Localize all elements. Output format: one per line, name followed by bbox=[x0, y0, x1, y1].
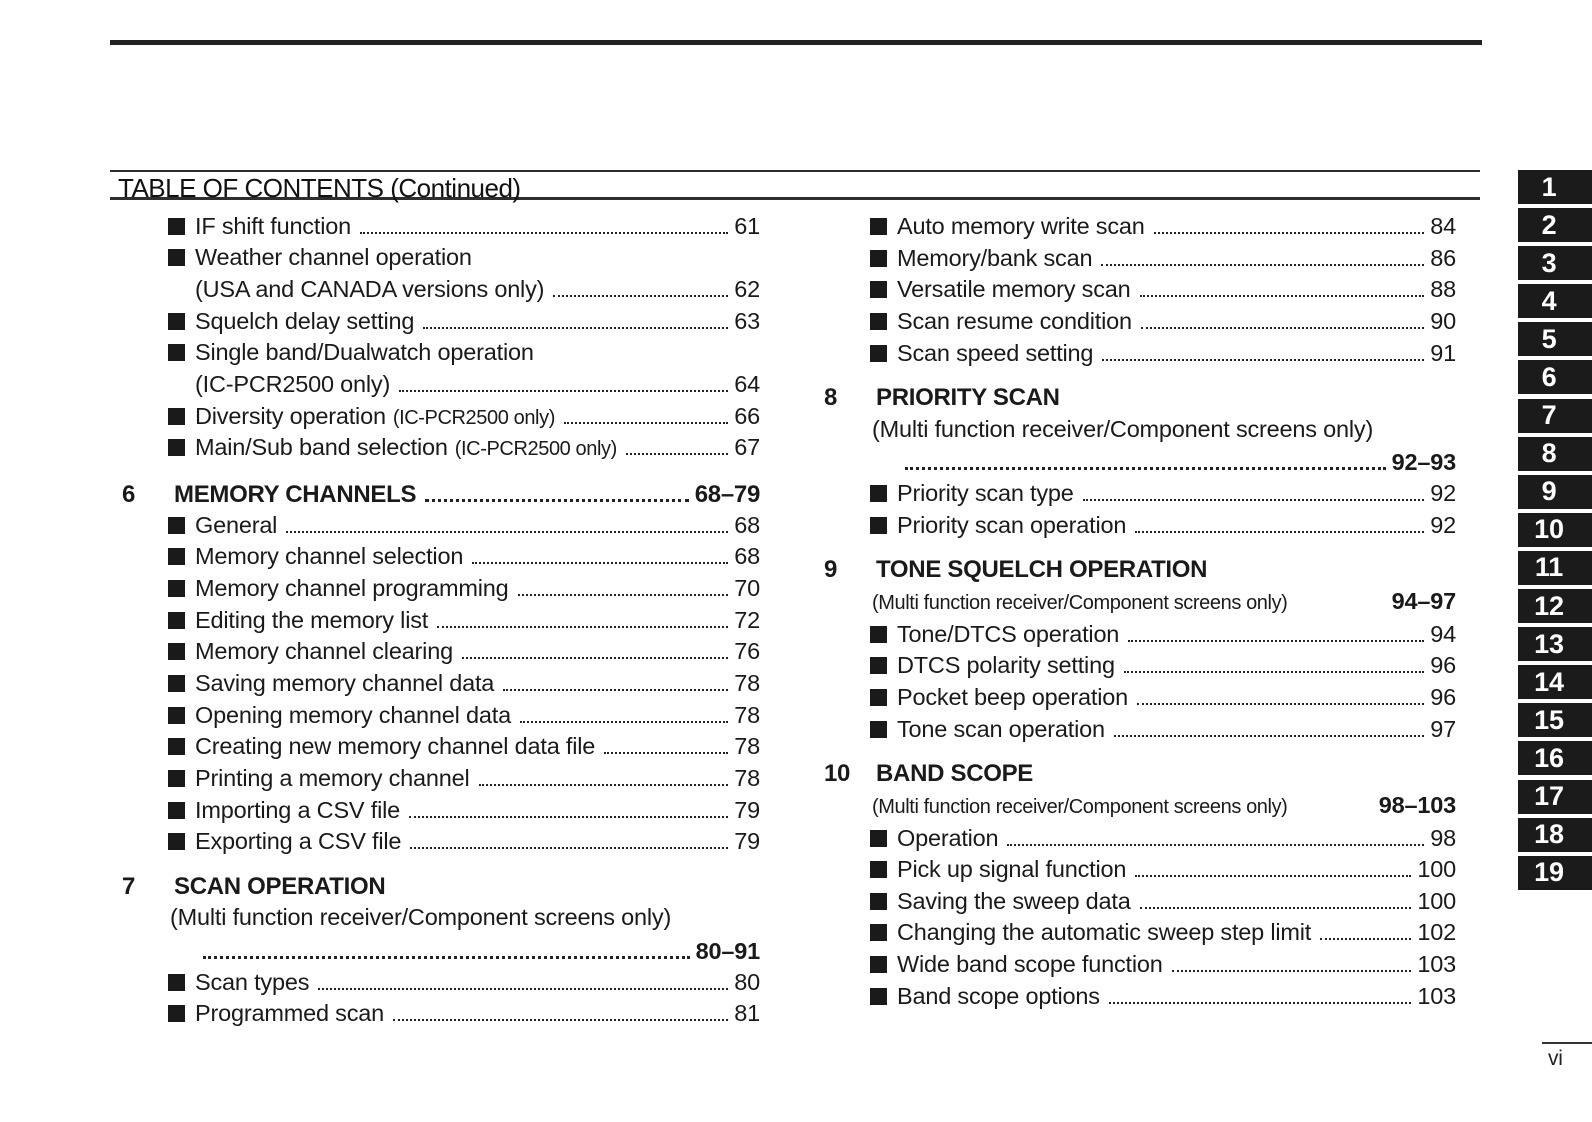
entry-label: Weather channel operation bbox=[195, 243, 472, 270]
bullet-square-icon bbox=[168, 249, 185, 266]
section-number: 9 bbox=[824, 556, 838, 584]
toc-entry bbox=[824, 683, 1456, 715]
section-title: SCAN OPERATION bbox=[174, 872, 386, 900]
page-number: 91 bbox=[1430, 339, 1456, 366]
dot-leader bbox=[1172, 950, 1412, 972]
entry-continuation: (USA and CANADA versions only) bbox=[195, 276, 545, 303]
dot-leader bbox=[1137, 683, 1424, 705]
dot-leader bbox=[520, 701, 728, 723]
dot-leader bbox=[1101, 244, 1424, 266]
dot-leader bbox=[393, 999, 728, 1021]
toc-entry bbox=[824, 244, 1456, 276]
side-tab-12: 12 bbox=[1518, 589, 1592, 623]
entry-label: Changing the automatic sweep step limit bbox=[897, 919, 1312, 946]
dot-leader bbox=[425, 479, 689, 502]
bullet-square-icon bbox=[168, 974, 185, 991]
toc-entry bbox=[824, 824, 1456, 856]
page-number: 92 bbox=[1430, 480, 1456, 507]
toc-section bbox=[824, 384, 1456, 416]
dot-leader bbox=[1109, 982, 1412, 1004]
dot-leader bbox=[1320, 918, 1411, 940]
side-tab-2: 2 bbox=[1518, 208, 1592, 242]
page-number: 90 bbox=[1430, 307, 1456, 334]
side-tab-3: 3 bbox=[1518, 246, 1592, 280]
side-tab-11: 11 bbox=[1518, 551, 1592, 585]
toc-section bbox=[824, 760, 1456, 792]
dot-leader bbox=[286, 511, 728, 533]
bullet-square-icon bbox=[168, 408, 185, 425]
page-number: 62 bbox=[734, 276, 760, 303]
bullet-square-icon bbox=[168, 770, 185, 787]
bullet-square-icon bbox=[168, 517, 185, 534]
bullet-square-icon bbox=[168, 580, 185, 597]
dot-leader bbox=[1135, 511, 1424, 533]
toc-entry bbox=[824, 588, 1456, 620]
page-number: 61 bbox=[734, 213, 760, 239]
page-range: 94–97 bbox=[1391, 588, 1456, 615]
toc-entry bbox=[122, 999, 760, 1031]
toc-right-column bbox=[824, 212, 1456, 1013]
page-number: 76 bbox=[734, 638, 760, 665]
page-range: 92–93 bbox=[1391, 449, 1456, 476]
dot-leader bbox=[1141, 307, 1424, 329]
page-number: 100 bbox=[1417, 856, 1456, 883]
page-number: 64 bbox=[734, 371, 760, 398]
toc-entry bbox=[122, 402, 760, 434]
page-number: 80 bbox=[734, 968, 760, 995]
page-number: 97 bbox=[1430, 715, 1456, 742]
toc-entry bbox=[122, 433, 760, 465]
toc-entry bbox=[122, 606, 760, 638]
entry-label: IF shift function bbox=[195, 213, 351, 239]
page-range: 80–91 bbox=[695, 938, 760, 965]
page-number: 68–79 bbox=[694, 481, 760, 509]
dot-leader bbox=[1135, 855, 1411, 877]
section-title: MEMORY CHANNELS bbox=[174, 481, 417, 509]
toc-entry bbox=[122, 936, 760, 968]
entry-label: Editing the memory list bbox=[195, 606, 429, 633]
footer-page-number: vi bbox=[1548, 1047, 1563, 1070]
bullet-square-icon bbox=[870, 893, 887, 910]
toc-entry bbox=[824, 447, 1456, 479]
side-tab-17: 17 bbox=[1518, 780, 1592, 814]
bullet-square-icon bbox=[168, 344, 185, 361]
page-number: 96 bbox=[1430, 683, 1456, 710]
section-note: (Multi function receiver/Component screens only) bbox=[872, 795, 1288, 818]
entry-label: Opening memory channel data bbox=[195, 701, 511, 728]
dot-leader bbox=[518, 574, 729, 596]
entry-label: Scan resume condition bbox=[897, 307, 1132, 334]
side-tab-8: 8 bbox=[1518, 437, 1592, 471]
dot-leader bbox=[1140, 887, 1412, 909]
bullet-square-icon bbox=[870, 345, 887, 362]
toc-section bbox=[122, 479, 760, 511]
entry-label: Tone/DTCS operation bbox=[897, 620, 1120, 647]
side-tab-13: 13 bbox=[1518, 627, 1592, 661]
toc-entry bbox=[122, 370, 760, 402]
section-number: 6 bbox=[122, 481, 136, 509]
section-title: BAND SCOPE bbox=[876, 760, 1034, 788]
toc-entry bbox=[824, 792, 1456, 824]
page-number: 81 bbox=[734, 1000, 760, 1027]
side-tab-9: 9 bbox=[1518, 475, 1592, 509]
page-number: 70 bbox=[734, 575, 760, 602]
side-tab-5: 5 bbox=[1518, 322, 1592, 356]
dot-leader bbox=[409, 796, 728, 818]
dot-leader bbox=[1083, 479, 1425, 501]
side-tab-index bbox=[1518, 170, 1592, 894]
side-tab-4: 4 bbox=[1518, 284, 1592, 318]
entry-label: Saving the sweep data bbox=[897, 887, 1131, 914]
entry-note: (IC-PCR2500 only) bbox=[392, 406, 555, 429]
entry-label: Scan speed setting bbox=[897, 339, 1094, 366]
bullet-square-icon bbox=[870, 861, 887, 878]
side-tab-14: 14 bbox=[1518, 665, 1592, 699]
toc-entry bbox=[122, 796, 760, 828]
toc-entry bbox=[122, 827, 760, 859]
bullet-square-icon bbox=[168, 643, 185, 660]
entry-label: DTCS polarity setting bbox=[897, 652, 1115, 679]
page-number: 94 bbox=[1430, 620, 1456, 647]
page-number: 78 bbox=[734, 764, 760, 791]
dot-leader bbox=[472, 542, 728, 564]
section-note: (Multi function receiver/Component screens only) bbox=[170, 904, 672, 931]
entry-label: Memory/bank scan bbox=[897, 244, 1093, 271]
entry-label: Main/Sub band selection bbox=[195, 434, 448, 461]
entry-label: Versatile memory scan bbox=[897, 276, 1131, 303]
bullet-square-icon bbox=[168, 675, 185, 692]
dot-leader bbox=[1007, 824, 1424, 846]
dot-leader bbox=[203, 936, 690, 959]
side-tab-16: 16 bbox=[1518, 741, 1592, 775]
toc-entry bbox=[122, 701, 760, 733]
entry-label: Creating new memory channel data file bbox=[195, 733, 596, 760]
dot-leader bbox=[462, 637, 728, 659]
page-number: 98 bbox=[1430, 824, 1456, 851]
page-number: 68 bbox=[734, 511, 760, 538]
dot-leader bbox=[1124, 651, 1424, 673]
dot-leader bbox=[553, 275, 728, 297]
entry-label: Saving memory channel data bbox=[195, 669, 495, 696]
bullet-square-icon bbox=[168, 833, 185, 850]
toc-entry bbox=[824, 479, 1456, 511]
section-number: 8 bbox=[824, 384, 838, 412]
bullet-square-icon bbox=[870, 830, 887, 847]
toc-entry bbox=[824, 855, 1456, 887]
toc-entry bbox=[824, 275, 1456, 307]
dot-leader bbox=[1154, 212, 1425, 234]
bullet-square-icon bbox=[870, 517, 887, 534]
page-number: 96 bbox=[1430, 652, 1456, 679]
entry-label: Auto memory write scan bbox=[897, 213, 1145, 239]
side-tab-7: 7 bbox=[1518, 399, 1592, 433]
entry-label: Scan types bbox=[195, 968, 310, 995]
dot-leader bbox=[423, 307, 728, 329]
entry-label: Single band/Dualwatch operation bbox=[195, 338, 534, 365]
toc-entry bbox=[122, 637, 760, 669]
top-rule bbox=[110, 40, 1482, 45]
bullet-square-icon bbox=[168, 439, 185, 456]
entry-label: Pick up signal function bbox=[897, 856, 1127, 883]
page-number: 79 bbox=[734, 796, 760, 823]
bullet-square-icon bbox=[870, 721, 887, 738]
bullet-square-icon bbox=[168, 1005, 185, 1022]
bullet-square-icon bbox=[870, 485, 887, 502]
entry-label: Wide band scope function bbox=[897, 951, 1163, 978]
entry-label: Band scope options bbox=[897, 982, 1100, 1009]
bullet-square-icon bbox=[870, 689, 887, 706]
page-number: 102 bbox=[1417, 919, 1456, 946]
side-tab-1: 1 bbox=[1518, 170, 1592, 204]
section-title: TONE SQUELCH OPERATION bbox=[876, 556, 1208, 584]
bullet-square-icon bbox=[168, 738, 185, 755]
toc-entry bbox=[122, 212, 760, 244]
bullet-square-icon bbox=[168, 802, 185, 819]
page-number: 78 bbox=[734, 701, 760, 728]
entry-label: Priority scan operation bbox=[897, 511, 1127, 538]
bullet-square-icon bbox=[168, 612, 185, 629]
page-number: 78 bbox=[734, 669, 760, 696]
toc-entry bbox=[122, 307, 760, 339]
page-number: 68 bbox=[734, 543, 760, 570]
toc-entry bbox=[824, 307, 1456, 339]
dot-leader bbox=[626, 433, 728, 455]
footer bbox=[1542, 1042, 1592, 1071]
page-number: 92 bbox=[1430, 511, 1456, 538]
page-number: 86 bbox=[1430, 244, 1456, 271]
bullet-square-icon bbox=[870, 626, 887, 643]
entry-label: Squelch delay setting bbox=[195, 307, 415, 334]
entry-label: Memory channel clearing bbox=[195, 638, 453, 665]
entry-label: Programmed scan bbox=[195, 1000, 384, 1027]
toc-entry bbox=[122, 764, 760, 796]
side-tab-6: 6 bbox=[1518, 360, 1592, 394]
page-range: 98–103 bbox=[1378, 791, 1456, 818]
page-title: TABLE OF CONTENTS (Continued) bbox=[110, 170, 1480, 200]
toc-entry bbox=[122, 904, 760, 936]
page-number: 103 bbox=[1417, 982, 1456, 1009]
dot-leader bbox=[503, 669, 728, 691]
entry-label: Exporting a CSV file bbox=[195, 828, 402, 855]
bullet-square-icon bbox=[168, 707, 185, 724]
toc-entry bbox=[122, 669, 760, 701]
page-number: 79 bbox=[734, 828, 760, 855]
dot-leader bbox=[410, 827, 728, 849]
entry-label: Memory channel selection bbox=[195, 543, 464, 570]
toc-section bbox=[824, 556, 1456, 588]
dot-leader bbox=[1102, 339, 1424, 361]
page-number: 66 bbox=[734, 402, 760, 429]
entry-label: Printing a memory channel bbox=[195, 764, 470, 791]
entry-note: (IC-PCR2500 only) bbox=[454, 438, 617, 461]
toc-left-column bbox=[122, 212, 760, 1031]
dot-leader bbox=[318, 968, 728, 990]
dot-leader bbox=[604, 732, 728, 754]
dot-leader bbox=[360, 212, 728, 234]
toc-entry bbox=[122, 574, 760, 606]
dot-leader bbox=[399, 370, 728, 392]
bullet-square-icon bbox=[870, 313, 887, 330]
bullet-square-icon bbox=[870, 956, 887, 973]
toc-entry bbox=[122, 732, 760, 764]
toc-entry bbox=[122, 542, 760, 574]
dot-leader bbox=[1140, 275, 1425, 297]
bullet-square-icon bbox=[870, 657, 887, 674]
bullet-square-icon bbox=[168, 218, 185, 235]
toc-entry bbox=[824, 887, 1456, 919]
entry-label: Importing a CSV file bbox=[195, 796, 400, 823]
bullet-square-icon bbox=[870, 250, 887, 267]
toc-entry bbox=[122, 968, 760, 1000]
entry-label: Tone scan operation bbox=[897, 715, 1105, 742]
page-number: 67 bbox=[734, 434, 760, 461]
toc-entry bbox=[824, 339, 1456, 371]
bullet-square-icon bbox=[870, 924, 887, 941]
toc-entry bbox=[824, 416, 1456, 448]
entry-label: Diversity operation bbox=[195, 402, 386, 429]
toc-entry bbox=[824, 651, 1456, 683]
page-number: 100 bbox=[1417, 887, 1456, 914]
page-number: 88 bbox=[1430, 276, 1456, 303]
page-number: 84 bbox=[1430, 213, 1456, 239]
toc-entry bbox=[824, 950, 1456, 982]
toc-entry bbox=[824, 918, 1456, 950]
toc-entry bbox=[824, 212, 1456, 244]
bullet-square-icon bbox=[870, 218, 887, 235]
page-number: 78 bbox=[734, 733, 760, 760]
side-tab-18: 18 bbox=[1518, 818, 1592, 852]
toc-entry bbox=[824, 620, 1456, 652]
entry-label: Pocket beep operation bbox=[897, 683, 1128, 710]
dot-leader bbox=[564, 402, 728, 424]
dot-leader bbox=[479, 764, 729, 786]
side-tab-19: 19 bbox=[1518, 856, 1592, 890]
section-note: (Multi function receiver/Component screens only) bbox=[872, 592, 1288, 615]
dot-leader bbox=[905, 447, 1386, 470]
side-tab-10: 10 bbox=[1518, 513, 1592, 547]
side-tab-15: 15 bbox=[1518, 703, 1592, 737]
section-number: 7 bbox=[122, 872, 136, 900]
dot-leader bbox=[437, 606, 728, 628]
section-title: PRIORITY SCAN bbox=[876, 384, 1060, 412]
entry-continuation: (IC-PCR2500 only) bbox=[195, 371, 391, 398]
toc-entry bbox=[122, 339, 760, 371]
toc-entry bbox=[122, 244, 760, 276]
bullet-square-icon bbox=[168, 548, 185, 565]
toc-entry bbox=[824, 715, 1456, 747]
dot-leader bbox=[1128, 620, 1424, 642]
toc-entry bbox=[824, 511, 1456, 543]
entry-label: General bbox=[195, 511, 278, 538]
bullet-square-icon bbox=[870, 281, 887, 298]
toc-entry bbox=[122, 511, 760, 543]
toc-entry bbox=[122, 275, 760, 307]
bullet-square-icon bbox=[168, 313, 185, 330]
bullet-square-icon bbox=[870, 988, 887, 1005]
page-number: 63 bbox=[734, 307, 760, 334]
toc-entry bbox=[824, 982, 1456, 1014]
toc-section bbox=[122, 873, 760, 905]
section-note: (Multi function receiver/Component screens only) bbox=[872, 415, 1374, 442]
page-number: 103 bbox=[1417, 951, 1456, 978]
entry-label: Operation bbox=[897, 824, 999, 851]
section-number: 10 bbox=[824, 760, 851, 788]
dot-leader bbox=[1114, 715, 1424, 737]
entry-label: Memory channel programming bbox=[195, 575, 509, 602]
entry-label: Priority scan type bbox=[897, 480, 1074, 507]
page-number: 72 bbox=[734, 606, 760, 633]
